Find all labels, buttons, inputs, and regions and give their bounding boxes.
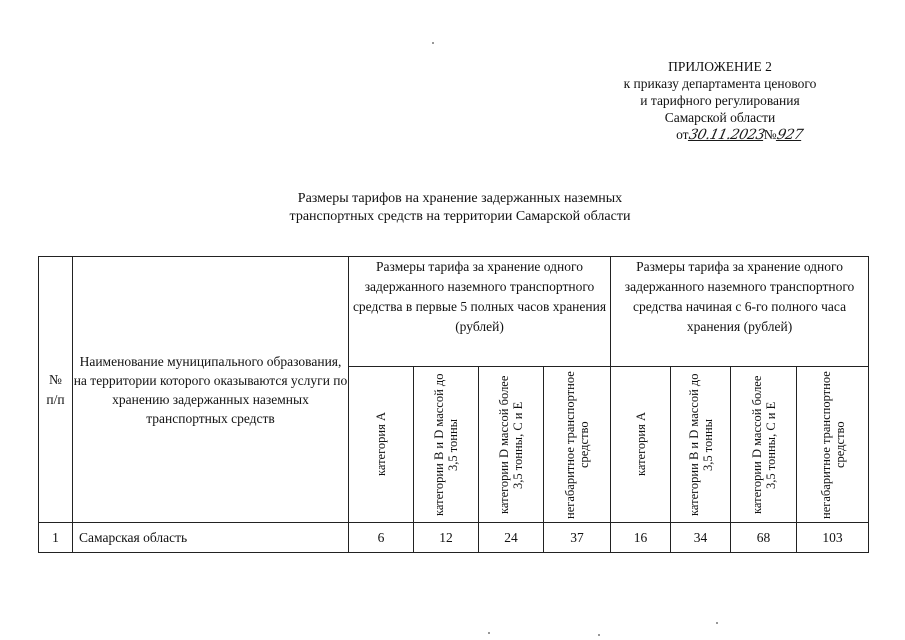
- group1-header: Размеры тарифа за хранение одного задержанного наземного транспортного средства в первые 5 полных часов хранения (рублей): [349, 257, 611, 367]
- subheader-label: негабаритное транспортное средство: [563, 370, 591, 519]
- group2-header: Размеры тарифа за хранение одного задержанного наземного транспортного средства начиная с 6-го полного часа хранения (рублей): [611, 257, 869, 367]
- subheader-cell: [479, 367, 544, 523]
- subheader-label: категории D массой более 3,5 тонны, С и Е: [749, 375, 778, 514]
- subheader-label: категории D массой более 3,5 тонны, С и Е: [497, 375, 525, 514]
- row-value: 37: [544, 523, 611, 553]
- row-name: Самарская область: [73, 523, 349, 553]
- subheader-label: категория А: [374, 412, 388, 477]
- subheader-cell: [414, 367, 479, 523]
- row-num: 1: [39, 523, 73, 553]
- subheader-label: негабаритное транспортное средство: [818, 370, 847, 519]
- tariff-table: [38, 256, 869, 553]
- document-title: [200, 190, 720, 226]
- appendix-date-number: [600, 126, 840, 144]
- title-line-2: транспортных средств на территории Самарской области: [289, 209, 631, 224]
- scan-speck: [488, 632, 490, 634]
- subheader-cell: [671, 367, 731, 523]
- appendix-line-2: и тарифного регулирования: [640, 93, 800, 108]
- col-num-header: № п/п: [39, 257, 73, 523]
- table-row: [39, 523, 869, 553]
- subheader-label: категории В и D массой до 3,5 тонны: [686, 373, 715, 516]
- row-value: 34: [671, 523, 731, 553]
- appendix-line-1: к приказу департамента ценового: [623, 76, 817, 91]
- subheader-cell: [611, 367, 671, 523]
- subheader-cell: [544, 367, 611, 523]
- row-value: 103: [797, 523, 869, 553]
- row-value: 6: [349, 523, 414, 553]
- subheader-label: категории В и D массой до 3,5 тонны: [432, 373, 460, 516]
- number-label: №: [763, 127, 777, 142]
- subheader-cell: [349, 367, 414, 523]
- handwritten-date: 30.11.2023: [686, 127, 766, 143]
- scan-speck: [432, 42, 434, 44]
- appendix-line-3: Самарской области: [664, 110, 776, 125]
- row-value: 68: [731, 523, 797, 553]
- title-line-1: Размеры тарифов на хранение задержанных наземных: [297, 191, 623, 206]
- appendix-heading: ПРИЛОЖЕНИЕ 2: [668, 59, 772, 74]
- subheader-cell: [731, 367, 797, 523]
- row-value: 16: [611, 523, 671, 553]
- subheader-cell: [797, 367, 869, 523]
- scan-speck: [598, 634, 600, 636]
- subheader-label: категория А: [633, 412, 648, 477]
- scan-speck: [716, 622, 718, 624]
- row-value: 12: [414, 523, 479, 553]
- appendix-block: [600, 58, 840, 144]
- row-value: 24: [479, 523, 544, 553]
- from-label: от: [676, 127, 689, 142]
- handwritten-number: 927: [775, 127, 804, 143]
- col-name-header: Наименование муниципального образования, на территории которого оказываются услуги по хранению задержанных наземных транспортных средств: [73, 257, 349, 523]
